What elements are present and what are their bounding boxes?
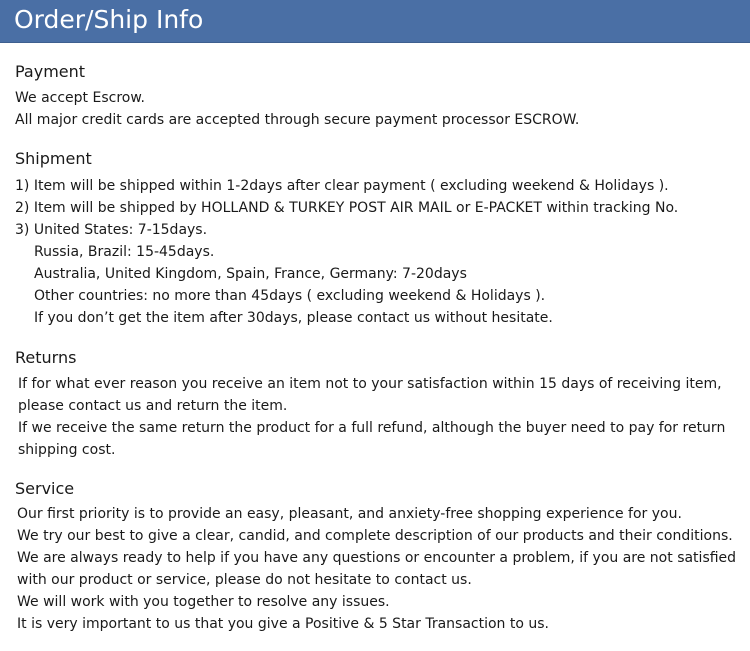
service-line: We try our best to give a clear, candid, and complete description of our products and their conditions. [17, 528, 733, 544]
shipment-line: If you don’t get the item after 30days, please contact us without hesitate. [34, 310, 553, 326]
service-line: It is very important to us that you give a Positive & 5 Star Transaction to us. [17, 616, 550, 632]
service-heading: Service [15, 479, 75, 498]
shipment-line: 2) Item will be shipped by HOLLAND & TURKEY POST AIR MAIL or E-PACKET within tracking No. [15, 200, 679, 216]
payment-heading: Payment [15, 62, 86, 81]
returns-lines [15, 373, 740, 461]
returns-section [15, 348, 740, 461]
shipment-line: Other countries: no more than 45days ( excluding weekend & Holidays ). [34, 288, 546, 304]
service-section [15, 479, 740, 635]
shipment-heading: Shipment [15, 149, 92, 168]
payment-line: All major credit cards are accepted through secure payment processor ESCROW. [15, 112, 580, 128]
page-title: Order/Ship Info [14, 5, 204, 34]
shipment-section [15, 149, 740, 329]
returns-line: If for what ever reason you receive an item not to your satisfaction within 15 days of receiving item, [18, 376, 722, 392]
service-line: We are always ready to help if you have any questions or encounter a problem, if you are not satisfied [17, 550, 737, 566]
service-line: We will work with you together to resolve any issues. [17, 594, 390, 610]
service-line: Our first priority is to provide an easy, pleasant, and anxiety-free shopping experience for you. [17, 506, 682, 522]
payment-line: We accept Escrow. [15, 90, 145, 106]
shipment-line: Australia, United Kingdom, Spain, France, Germany: 7-20days [34, 266, 467, 282]
service-lines [15, 503, 740, 635]
returns-line: If we receive the same return the product for a full refund, although the buyer need to pay for return [18, 420, 726, 436]
returns-heading: Returns [15, 348, 77, 367]
shipment-line: Russia, Brazil: 15-45days. [34, 244, 215, 260]
payment-lines [15, 87, 740, 131]
header-bar [0, 0, 750, 43]
payment-section [15, 62, 740, 131]
shipment-line: 3) United States: 7-15days. [15, 222, 208, 238]
service-line: with our product or service, please do not hesitate to contact us. [17, 572, 472, 588]
shipment-line: 1) Item will be shipped within 1-2days after clear payment ( excluding weekend & Holidays ). [15, 178, 669, 194]
shipment-lines [15, 175, 740, 329]
returns-line: please contact us and return the item. [18, 398, 288, 414]
returns-line: shipping cost. [18, 442, 116, 458]
